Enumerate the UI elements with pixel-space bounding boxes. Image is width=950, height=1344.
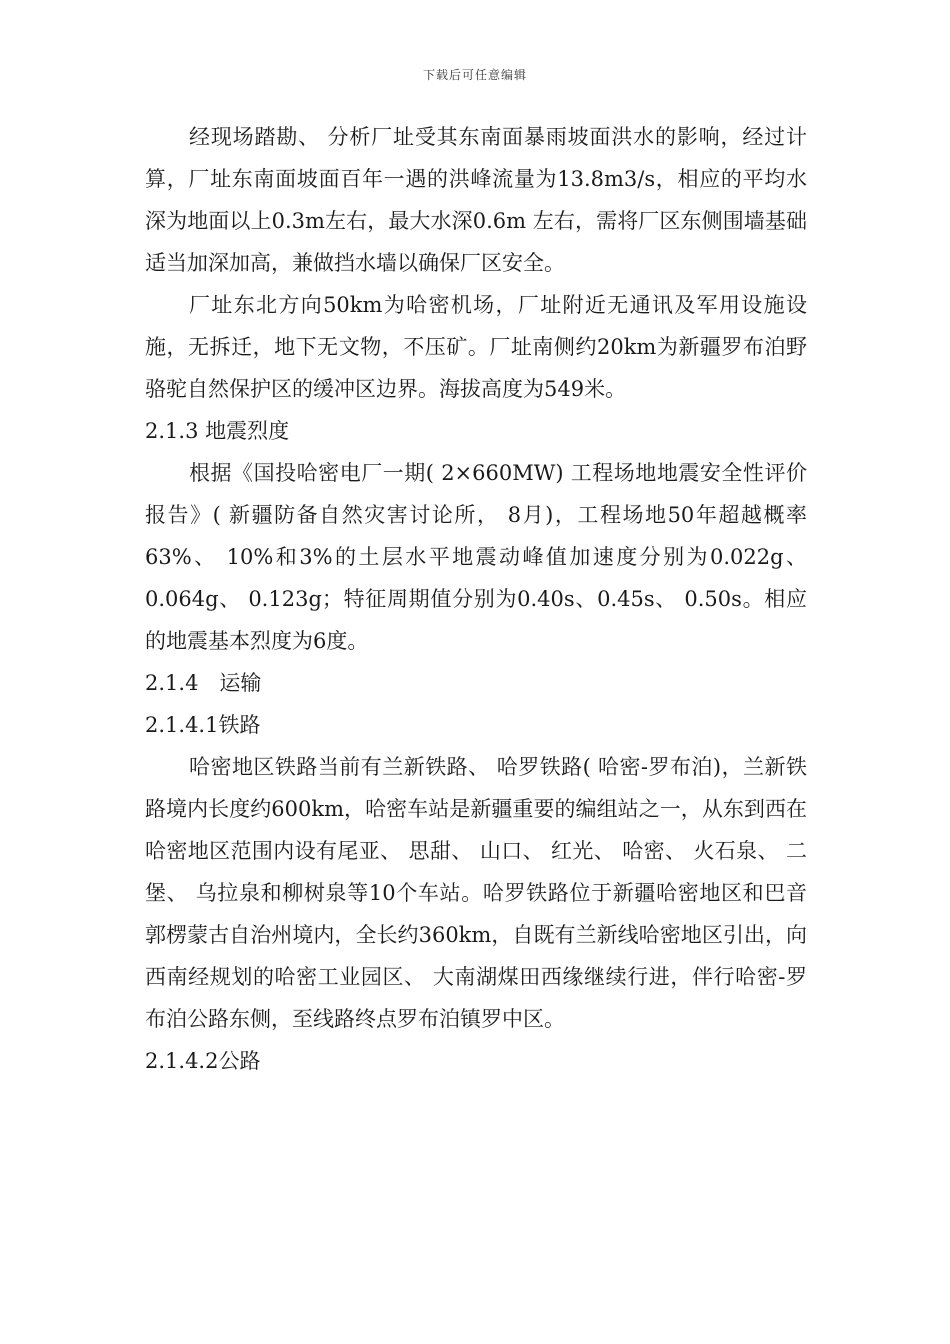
paragraph-seismic: 根据《国投哈密电厂一期( 2×660MW) 工程场地地震安全性评价报告》( 新疆防备自然灾害讨论所， 8月)，工程场地50年超越概率63%、 10%和3%的土层水平地震动峰值加速度分别为0.022g、 0.064g、 0.123g；特征周期值分别为0.40s、0.45s、 0.50s。相应的地震基本烈度为6度。	[145, 461, 807, 653]
section-heading-highway: 2.1.4.2公路	[145, 1049, 261, 1073]
page-header-note: 下载后可任意编辑	[422, 68, 527, 82]
section-heading-railway: 2.1.4.1铁路	[145, 713, 261, 737]
paragraph-site-surroundings: 厂址东北方向50km为哈密机场，厂址附近无通讯及军用设施设施，无拆迁，地下无文物，不压矿。厂址南侧约20km为新疆罗布泊野骆驼自然保护区的缓冲区边界。海拔高度为549米。	[145, 293, 807, 401]
section-heading-seismic: 2.1.3 地震烈度	[145, 419, 290, 443]
paragraph-flood-analysis: 经现场踏勘、 分析厂址受其东南面暴雨坡面洪水的影响，经过计算，厂址东南面坡面百年一遇的洪峰流量为13.8m3/s，相应的平均水深为地面以上0.3m左右，最大水深0.6m 左右，需将厂区东侧围墙基础适当加深加高，兼做挡水墙以确保厂区安全。	[145, 125, 807, 275]
document-body	[145, 116, 807, 1082]
section-heading-transport: 2.1.4 运输	[145, 671, 262, 695]
paragraph-railway: 哈密地区铁路当前有兰新铁路、 哈罗铁路( 哈密-罗布泊)，兰新铁路境内长度约600km，哈密车站是新疆重要的编组站之一，从东到西在哈密地区范围内设有尾亚、 思甜、 山口、 红光、 哈密、 火石泉、 二堡、 乌拉泉和柳树泉等10个车站。哈罗铁路位于新疆哈密地区和巴音郭楞蒙古自治州境内，全长约360km，自既有兰新线哈密地区引出，向西南经规划的哈密工业园区、 大南湖煤田西缘继续行进，伴行哈密-罗布泊公路东侧，至线路终点罗布泊镇罗中区。	[145, 755, 807, 1031]
